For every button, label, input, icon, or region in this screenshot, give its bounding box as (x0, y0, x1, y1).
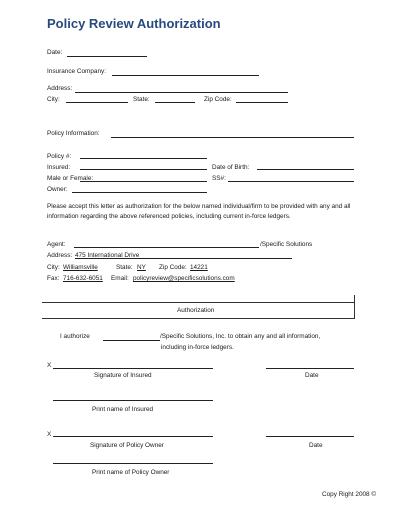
policy-number-label: Policy #: (47, 153, 72, 160)
date-label: Date: (47, 49, 63, 56)
agent-fax-value: 716-632-6051 (63, 275, 103, 282)
print-insured-field[interactable] (53, 400, 213, 401)
agent-firm: /Specific Solutions (260, 241, 313, 248)
city-label: City: (47, 96, 60, 103)
agent-zip-value: 14221 (190, 264, 208, 271)
city-field[interactable] (66, 102, 128, 103)
address-label: Address: (47, 85, 73, 92)
authorization-heading: Authorization (177, 307, 215, 314)
print-owner-label: Print name of Policy Owner (92, 469, 170, 476)
date-owner-field[interactable] (266, 436, 354, 437)
agent-city-label: City: (47, 264, 60, 271)
date-insured-field[interactable] (266, 368, 354, 369)
state-field[interactable] (155, 102, 195, 103)
copyright-footer: Copy Right 2008 © (322, 491, 377, 498)
agent-address-field[interactable] (75, 258, 292, 259)
page-title: Policy Review Authorization (47, 16, 221, 31)
date-owner-label: Date (309, 442, 323, 449)
date-of-birth-label: Date of Birth: (212, 164, 250, 171)
signature-insured-field[interactable] (53, 368, 213, 369)
agent-state-label: State: (116, 264, 133, 271)
authorization-paragraph: Please accept this letter as authorization for the below named individual/firm to be provided with any and all information regarding the above referenced policies, including current in-force ledgers. (47, 203, 351, 220)
insured-field[interactable] (80, 169, 207, 170)
print-owner-field[interactable] (53, 463, 213, 464)
authorization-box-top (42, 302, 354, 303)
date-insured-label: Date (305, 372, 319, 379)
agent-label: Agent: (47, 241, 66, 248)
x-mark-insured: X (47, 362, 52, 369)
policy-number-field[interactable] (80, 158, 207, 159)
zip-label: Zip Code: (204, 96, 232, 103)
owner-label: Owner: (47, 186, 68, 193)
signature-insured-label: Signature of Insured (94, 372, 152, 379)
authorization-text-2: including in-force ledgers. (161, 344, 234, 351)
insurance-company-field[interactable] (112, 75, 259, 76)
insured-label: Insured: (47, 164, 71, 171)
authorize-name-field[interactable] (103, 340, 160, 341)
agent-field[interactable] (74, 247, 259, 248)
agent-address-label: Address: (47, 252, 73, 259)
x-mark-owner: X (47, 431, 52, 438)
authorization-text-1: /Specific Solutions, Inc. to obtain any and all information, (160, 333, 321, 340)
state-label: State: (133, 96, 150, 103)
agent-zip-label: Zip Code: (159, 264, 187, 271)
authorization-box-divider (354, 295, 355, 319)
agent-state-value: NY (137, 264, 146, 271)
zip-field[interactable] (236, 102, 288, 103)
address-field[interactable] (75, 92, 288, 93)
signature-owner-field[interactable] (53, 436, 213, 437)
authorization-box-bottom (42, 318, 354, 319)
date-of-birth-field[interactable] (257, 169, 354, 170)
signature-owner-label: Signature of Policy Owner (90, 442, 164, 449)
insurance-company-label: Insurance Company: (47, 68, 106, 75)
agent-fax-label: Fax: (47, 275, 60, 282)
print-insured-label: Print name of Insured (92, 406, 154, 413)
owner-field[interactable] (72, 192, 207, 193)
gender-label: Male or Female: (47, 175, 94, 182)
gender-field[interactable] (80, 181, 207, 182)
ssn-label: SS#: (212, 175, 226, 182)
policy-information-field[interactable] (111, 137, 354, 138)
i-authorize-label: I authorize (60, 333, 90, 340)
agent-email-label: Email: (111, 275, 129, 282)
ssn-field[interactable] (228, 181, 354, 182)
date-field[interactable] (67, 56, 147, 57)
agent-city-value: Williamsville (63, 264, 98, 271)
agent-address-value: 475 International Drive (75, 252, 140, 259)
agent-email-value: policyreview@specificsolutions.com (133, 275, 235, 282)
policy-information-label: Policy Information: (47, 130, 100, 137)
